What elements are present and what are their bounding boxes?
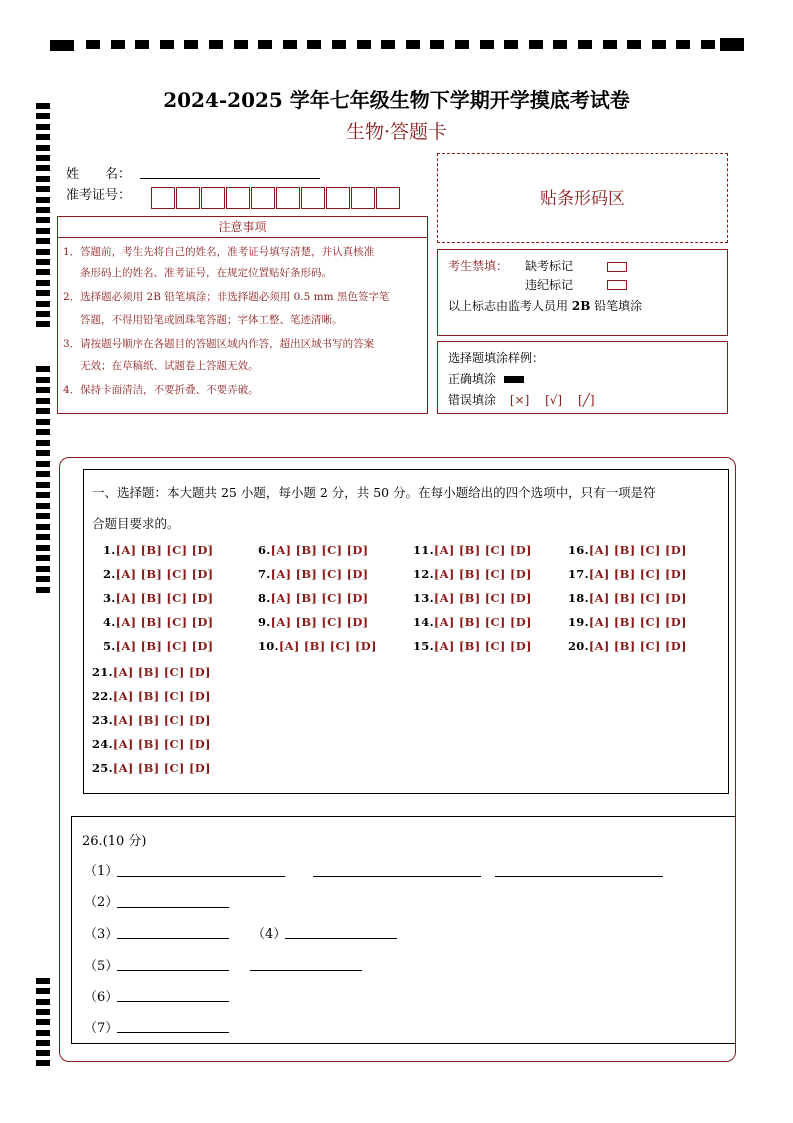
timing-mark <box>36 1050 50 1056</box>
timing-mark <box>36 186 50 192</box>
timing-mark <box>36 524 50 530</box>
timing-mark <box>36 228 50 234</box>
timing-mark <box>36 513 50 519</box>
question-number: 2. <box>103 567 116 581</box>
q26-answer-5a[interactable] <box>117 970 229 971</box>
forbidden-note-prefix: 以上标志由监考人员用 <box>448 299 569 313</box>
timing-mark <box>36 217 50 223</box>
q26-answer-1c[interactable] <box>495 876 663 877</box>
forbidden-note <box>448 297 642 314</box>
timing-mark <box>36 999 50 1005</box>
q26-title: 26.(10 分) <box>82 834 147 849</box>
timing-mark <box>86 40 100 49</box>
timing-mark <box>36 145 50 151</box>
option-bubbles[interactable]: [A] [B] [C] [D] <box>588 543 687 557</box>
option-bubbles[interactable]: [A] [B] [C] [D] <box>112 761 211 775</box>
q26-answer-4[interactable] <box>285 938 397 939</box>
timing-mark <box>36 377 50 383</box>
option-bubbles[interactable]: [A] [B] [C] [D] <box>270 591 369 605</box>
timing-mark <box>36 408 50 414</box>
choice-heading-line1: 一、选择题：本大题共 25 小题，每小题 2 分，共 50 分。在每小题给出的四个选项中，只有一项是符 <box>92 485 656 500</box>
timing-mark <box>406 40 420 49</box>
timing-mark <box>36 165 50 171</box>
violation-mark-box[interactable] <box>607 280 627 290</box>
barcode-label: 贴条形码区 <box>540 189 625 209</box>
choice-question[interactable] <box>103 615 213 629</box>
timing-mark <box>111 40 125 49</box>
question-number: 22. <box>92 689 113 703</box>
question-number: 9. <box>258 615 271 629</box>
wrong-mark-slash: [╱] <box>577 393 595 407</box>
question-number: 14. <box>413 615 434 629</box>
timing-mark <box>36 1040 50 1046</box>
option-bubbles[interactable]: [A] [B] [C] [D] <box>588 639 687 653</box>
q26-answer-2[interactable] <box>117 907 229 908</box>
timing-mark <box>36 1060 50 1066</box>
question-number: 10. <box>258 639 279 653</box>
timing-mark <box>357 40 371 49</box>
timing-mark <box>553 40 567 49</box>
q26-label-1: （1） <box>84 864 119 879</box>
q26-label-5: （5） <box>84 959 119 974</box>
question-number: 13. <box>413 591 434 605</box>
option-bubbles[interactable]: [A] [B] [C] [D] <box>112 713 211 727</box>
timing-mark <box>36 576 50 582</box>
timing-mark <box>36 249 50 255</box>
choice-question[interactable] <box>92 761 211 775</box>
notice-title: 注意事项 <box>57 216 428 238</box>
option-bubbles[interactable]: [A] [B] [C] [D] <box>112 665 211 679</box>
timing-mark <box>332 40 346 49</box>
question-number: 20. <box>568 639 589 653</box>
q26-answer-7[interactable] <box>117 1032 229 1033</box>
notice-line: 条形码上的姓名、准考证号，在规定位置贴好条形码。 <box>80 267 332 279</box>
question-number: 6. <box>258 543 271 557</box>
q26-answer-6[interactable] <box>117 1001 229 1002</box>
timing-mark <box>36 440 50 446</box>
timing-mark <box>36 280 50 286</box>
q26-label-2: （2） <box>84 895 119 910</box>
option-bubbles[interactable]: [A] [B] [C] [D] <box>115 543 214 557</box>
question-number: 18. <box>568 591 589 605</box>
timing-mark <box>627 40 641 49</box>
q26-answer-5b[interactable] <box>250 970 362 971</box>
q26-section <box>71 816 736 1044</box>
sample-correct <box>448 370 524 387</box>
timing-mark <box>36 301 50 307</box>
choice-question[interactable] <box>413 615 532 629</box>
timing-mark <box>36 988 50 994</box>
question-number: 1. <box>103 543 116 557</box>
question-number: 21. <box>92 665 113 679</box>
option-bubbles[interactable]: [A] [B] [C] [D] <box>115 639 214 653</box>
choice-question[interactable] <box>413 567 532 581</box>
choice-question[interactable] <box>413 591 532 605</box>
choice-question[interactable] <box>92 665 211 679</box>
timing-mark <box>36 978 50 984</box>
timing-mark <box>184 40 198 49</box>
absent-mark-box[interactable] <box>607 262 627 272</box>
question-number: 12. <box>413 567 434 581</box>
name-field[interactable] <box>140 178 320 179</box>
timing-mark <box>603 40 617 49</box>
forbidden-note-bold: 2B <box>571 299 591 313</box>
timing-mark <box>36 503 50 509</box>
question-number: 16. <box>568 543 589 557</box>
question-number: 3. <box>103 591 116 605</box>
timing-mark <box>701 40 715 49</box>
question-number: 7. <box>258 567 271 581</box>
timing-mark <box>36 259 50 265</box>
q26-label-6: （6） <box>84 990 119 1005</box>
forbidden-note-suffix: 铅笔填涂 <box>594 299 643 313</box>
option-bubbles[interactable]: [A] [B] [C] [D] <box>112 689 211 703</box>
timing-mark <box>652 40 666 49</box>
filled-mark-icon <box>504 376 524 383</box>
timing-mark <box>381 40 395 49</box>
timing-mark <box>36 419 50 425</box>
choice-question[interactable] <box>103 591 213 605</box>
choice-question[interactable] <box>413 639 532 653</box>
timing-mark <box>36 587 50 593</box>
timing-mark <box>36 1019 50 1025</box>
violation-label: 违纪标记 <box>525 278 574 292</box>
q26-answer-3[interactable] <box>117 938 229 939</box>
option-bubbles[interactable]: [A] [B] [C] [D] <box>588 567 687 581</box>
timing-mark <box>36 492 50 498</box>
option-bubbles[interactable]: [A] [B] [C] [D] <box>115 615 214 629</box>
timing-mark <box>36 471 50 477</box>
timing-mark <box>676 40 690 49</box>
sample-title: 选择题填涂样例： <box>448 351 545 365</box>
timing-mark <box>455 40 469 49</box>
option-bubbles[interactable]: [A] [B] [C] [D] <box>270 615 369 629</box>
id-cells[interactable] <box>151 187 421 211</box>
sample-wrong <box>448 391 607 408</box>
absent-label: 缺考标记 <box>525 259 574 273</box>
wrong-mark-cross: [×] <box>509 393 530 407</box>
choice-question[interactable] <box>92 713 211 727</box>
timing-mark <box>504 40 518 49</box>
timing-mark <box>430 40 444 49</box>
sample-correct-label: 正确填涂 <box>448 372 497 386</box>
question-number: 11. <box>413 543 434 557</box>
choice-question[interactable] <box>568 591 687 605</box>
question-number: 17. <box>568 567 589 581</box>
exam-subtitle: 生物·答题卡 <box>345 121 448 143</box>
timing-mark <box>720 38 744 51</box>
timing-mark <box>36 387 50 393</box>
question-number: 25. <box>92 761 113 775</box>
question-number: 15. <box>413 639 434 653</box>
choice-question[interactable] <box>103 639 213 653</box>
choice-question[interactable] <box>258 615 368 629</box>
choice-question[interactable] <box>103 543 213 557</box>
notice-line: 1．答题前，考生先将自己的姓名，准考证号填写清楚，并认真核准 <box>63 246 375 258</box>
timing-mark <box>36 461 50 467</box>
timing-mark <box>160 40 174 49</box>
q26-answer-1a[interactable] <box>117 876 285 877</box>
option-bubbles[interactable]: [A] [B] [C] [D] <box>433 615 532 629</box>
q26-label-4: （4） <box>252 927 287 942</box>
timing-mark <box>36 534 50 540</box>
timing-mark <box>529 40 543 49</box>
option-bubbles[interactable]: [A] [B] [C] [D] <box>588 591 687 605</box>
exam-title: 2024-2025 学年七年级生物下学期开学摸底考试卷 <box>163 88 630 112</box>
timing-mark <box>258 40 272 49</box>
timing-mark <box>283 40 297 49</box>
choice-question[interactable] <box>568 615 687 629</box>
choice-question[interactable] <box>568 639 687 653</box>
choice-question[interactable] <box>568 567 687 581</box>
question-number: 8. <box>258 591 271 605</box>
notice-line: 3．请按题号顺序在各题目的答题区域内作答，超出区域书写的答案 <box>63 338 375 350</box>
option-bubbles[interactable]: [A] [B] [C] [D] <box>433 543 532 557</box>
timing-mark <box>36 1009 50 1015</box>
question-number: 5. <box>103 639 116 653</box>
timing-mark <box>480 40 494 49</box>
timing-mark <box>36 207 50 213</box>
choice-question[interactable] <box>258 639 377 653</box>
choice-question[interactable] <box>258 543 368 557</box>
choice-question[interactable] <box>92 689 211 703</box>
question-number: 19. <box>568 615 589 629</box>
option-bubbles[interactable]: [A] [B] [C] [D] <box>270 567 369 581</box>
timing-mark <box>36 450 50 456</box>
timing-mark <box>36 366 50 372</box>
option-bubbles[interactable]: [A] [B] [C] [D] <box>115 567 214 581</box>
timing-mark <box>36 311 50 317</box>
timing-mark <box>36 398 50 404</box>
notice-line: 无效；在草稿纸、试题卷上答题无效。 <box>80 360 259 372</box>
timing-mark <box>36 555 50 561</box>
timing-mark <box>36 429 50 435</box>
timing-mark <box>135 40 149 49</box>
timing-mark <box>578 40 592 49</box>
option-bubbles[interactable]: [A] [B] [C] [D] <box>278 639 377 653</box>
timing-mark <box>36 566 50 572</box>
sample-wrong-label: 错误填涂 <box>448 393 497 407</box>
q26-label-3: （3） <box>84 927 119 942</box>
timing-mark <box>36 197 50 203</box>
timing-mark <box>50 40 74 51</box>
notice-line: 2．选择题必须用 2B 铅笔填涂；非选择题必须用 0.5 mm 黑色签字笔 <box>63 291 390 303</box>
timing-mark <box>234 40 248 49</box>
choice-question[interactable] <box>413 543 532 557</box>
question-number: 4. <box>103 615 116 629</box>
q26-answer-1b[interactable] <box>313 876 481 877</box>
choice-question[interactable] <box>258 567 368 581</box>
timing-mark <box>36 482 50 488</box>
choice-question[interactable] <box>258 591 368 605</box>
timing-mark <box>36 1030 50 1036</box>
option-bubbles[interactable]: [A] [B] [C] [D] <box>588 615 687 629</box>
choice-question[interactable] <box>92 737 211 751</box>
choice-question[interactable] <box>568 543 687 557</box>
timing-mark <box>307 40 321 49</box>
timing-mark <box>36 545 50 551</box>
option-bubbles[interactable]: [A] [B] [C] [D] <box>112 737 211 751</box>
question-number: 24. <box>92 737 113 751</box>
question-number: 23. <box>92 713 113 727</box>
option-bubbles[interactable]: [A] [B] [C] [D] <box>433 591 532 605</box>
id-label: 准考证号： <box>66 188 132 203</box>
option-bubbles[interactable]: [A] [B] [C] [D] <box>433 639 532 653</box>
timing-mark <box>36 238 50 244</box>
notice-line: 答题，不得用铅笔或圆珠笔答题；字体工整、笔迹清晰。 <box>80 314 343 326</box>
option-bubbles[interactable]: [A] [B] [C] [D] <box>433 567 532 581</box>
q26-label-7: （7） <box>84 1021 119 1036</box>
timing-mark <box>36 176 50 182</box>
timing-mark <box>36 155 50 161</box>
wrong-mark-check: [√] <box>545 393 563 407</box>
notice-line: 4．保持卡面清洁，不要折叠、不要弄破。 <box>63 384 259 396</box>
timing-mark <box>36 269 50 275</box>
forbidden-label: 考生禁填： <box>448 259 509 273</box>
timing-mark <box>36 290 50 296</box>
timing-mark <box>209 40 223 49</box>
timing-mark <box>36 321 50 327</box>
option-bubbles[interactable]: [A] [B] [C] [D] <box>115 591 214 605</box>
option-bubbles[interactable]: [A] [B] [C] [D] <box>270 543 369 557</box>
choice-question[interactable] <box>103 567 213 581</box>
name-label: 姓 名： <box>66 167 132 182</box>
choice-heading-line2: 合题目要求的。 <box>92 516 180 531</box>
